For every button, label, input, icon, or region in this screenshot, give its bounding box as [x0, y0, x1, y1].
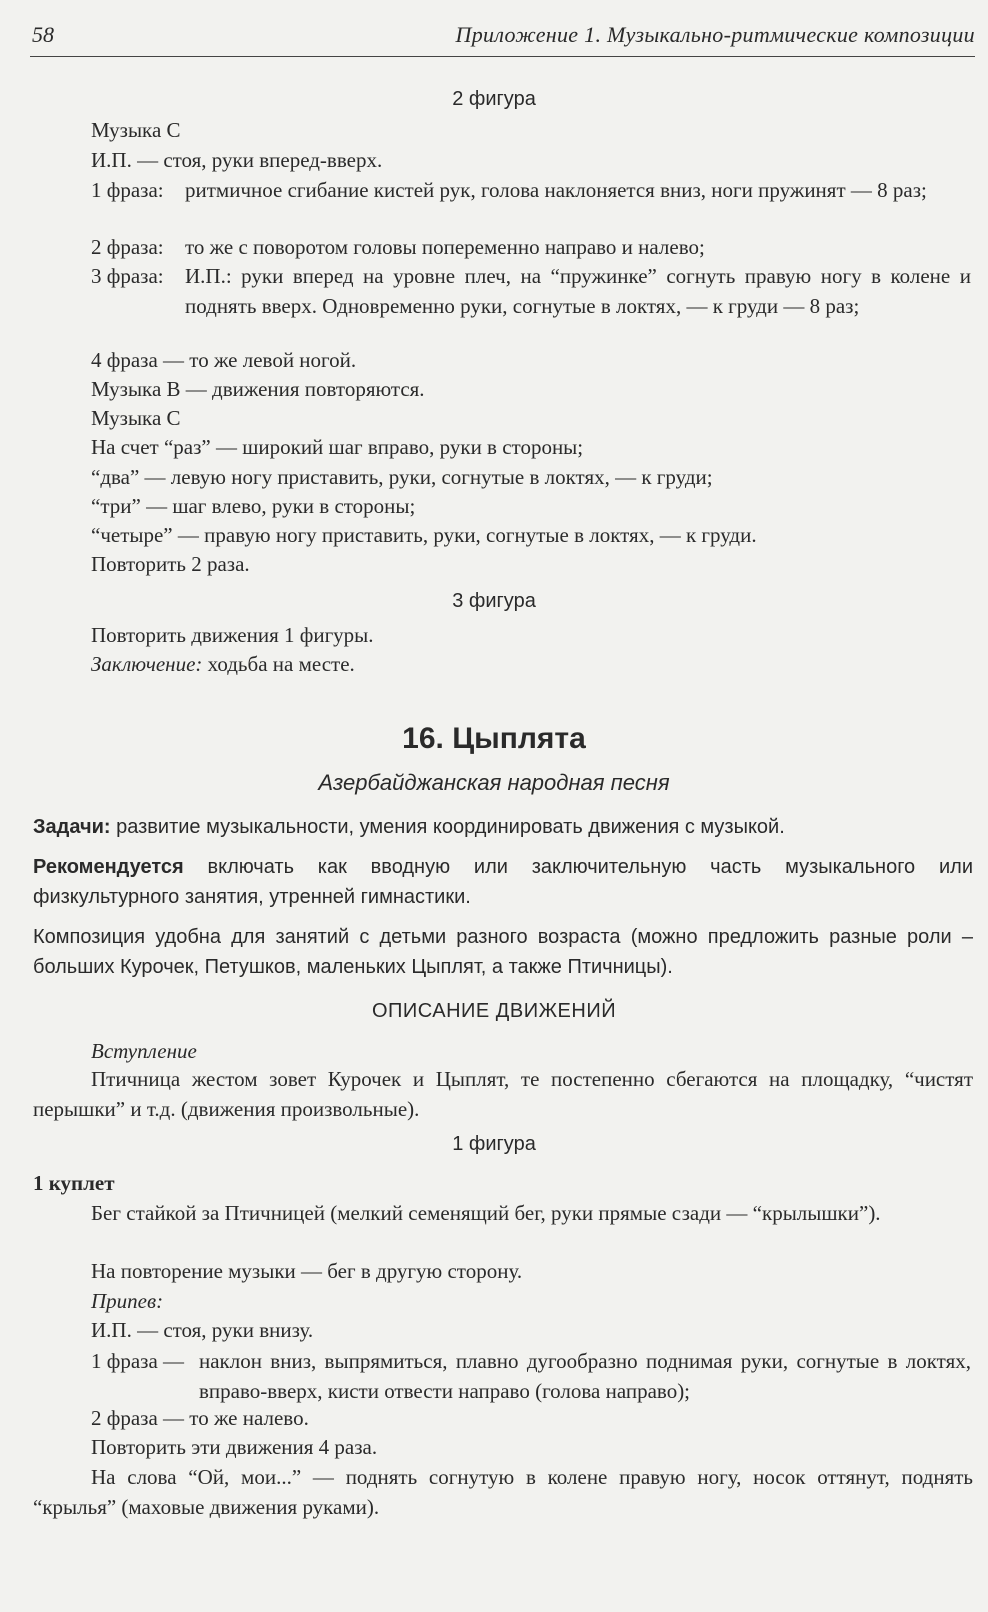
chorus-phrase-1-text: наклон вниз, выпрямиться, плавно дугообразно поднимая руки, согнутые в локтях, вправо-вверх, кисти отвести направо (голова направо);	[199, 1349, 971, 1403]
running-title: Приложение 1. Музыкально-ритмические композиции	[455, 22, 975, 47]
tasks-paragraph	[33, 812, 973, 842]
count-three-line: “три” — шаг влево, руки в стороны;	[91, 494, 416, 518]
count-four-line: “четыре” — правую ногу приставить, руки, согнутые в локтях, — к груди.	[91, 523, 757, 547]
phrase-1-text: ритмичное сгибание кистей рук, голова наклоняется вниз, ноги пружинят — 8 раз;	[185, 178, 927, 202]
conclusion-label: Заключение:	[91, 652, 203, 676]
section-title: 16. Цыплята	[402, 722, 586, 755]
words-text: На слова “Ой, мои...” — поднять согнутую в колене правую ногу, носок оттянут, поднять “крылья” (маховые движения руками).	[33, 1465, 973, 1519]
recommendation-text: включать как вводную или заключительную часть музыкального или физкультурного занятия, утренней гимнастики.	[33, 856, 973, 908]
phrase-4-line: 4 фраза — то же левой ногой.	[91, 348, 357, 372]
composition-paragraph: Композиция удобна для занятий с детьми разного возраста (можно предложить разные роли – больших Курочек, Петушков, маленьких Цыплят, а также Птичницы).	[33, 926, 973, 978]
music-c-line-2: Музыка С	[91, 406, 181, 430]
figure-3-label: 3 фигура	[452, 590, 536, 612]
recommendation-paragraph	[33, 852, 973, 912]
chorus-phrase-1	[91, 1346, 971, 1403]
figure-2-label: 2 фигура	[452, 88, 536, 110]
phrase-2	[91, 232, 971, 262]
intro-label: Вступление	[91, 1039, 197, 1063]
recommendation-label: Рекомендуется	[33, 856, 184, 878]
movements-heading: ОПИСАНИЕ ДВИЖЕНИЙ	[371, 1000, 617, 1022]
chorus-start-position: И.П. — стоя, руки внизу.	[91, 1318, 314, 1342]
verse-1-label: 1 куплет	[33, 1171, 115, 1195]
phrase-3-text: И.П.: руки вперед на уровне плеч, на “пружинке” согнуть правую ногу в колене и поднять вверх. Одновременно руки, согнутые в локтях, — к груди — 8 раз;	[185, 264, 971, 318]
repeat-figure-1-line: Повторить движения 1 фигуры.	[91, 623, 374, 647]
intro-text: Птичница жестом зовет Курочек и Цыплят, те постепенно сбегаются на площадку, “чистят перышки” и т.д. (движения произвольные).	[33, 1067, 973, 1121]
phrase-2-label: 2 фраза:	[91, 235, 164, 259]
running-head	[30, 18, 975, 57]
phrase-1-label: 1 фраза:	[91, 178, 164, 202]
figure-1-label: 1 фигура	[452, 1133, 536, 1155]
tasks-text: развитие музыкальности, умения координировать движения с музыкой.	[110, 816, 785, 838]
count-two-line: “два” — левую ногу приставить, руки, согнутые в локтях, — к груди;	[91, 465, 713, 489]
repeat-music-line: На повторение музыки — бег в другую сторону.	[91, 1259, 523, 1283]
chorus-label: Припев:	[91, 1289, 164, 1313]
count-one-line: На счет “раз” — широкий шаг вправо, руки в стороны;	[91, 435, 584, 459]
page-number: 58	[32, 22, 54, 47]
repeat-twice-line: Повторить 2 раза.	[91, 552, 250, 576]
chorus-phrase-1-label: 1 фраза —	[91, 1349, 185, 1373]
conclusion-text: ходьба на месте.	[202, 652, 355, 676]
phrase-2-text: то же с поворотом головы попеременно направо и налево;	[185, 235, 705, 259]
run-text: Бег стайкой за Птичницей (мелкий семенящий бег, руки прямые сзади — “крылышки”).	[91, 1201, 881, 1225]
music-b-line: Музыка В — движения повторяются.	[91, 377, 425, 401]
conclusion-line	[91, 649, 355, 679]
tasks-label: Задачи:	[33, 816, 111, 838]
section-subtitle: Азербайджанская народная песня	[318, 770, 670, 795]
start-position-line: И.П. — стоя, руки вперед-вверх.	[91, 148, 383, 172]
phrase-3	[91, 261, 971, 318]
chorus-phrase-2: 2 фраза — то же налево.	[91, 1406, 309, 1430]
phrase-1	[91, 175, 971, 205]
music-c-line: Музыка С	[91, 118, 181, 142]
phrase-3-label: 3 фраза:	[91, 264, 164, 288]
repeat-4-line: Повторить эти движения 4 раза.	[91, 1435, 378, 1459]
